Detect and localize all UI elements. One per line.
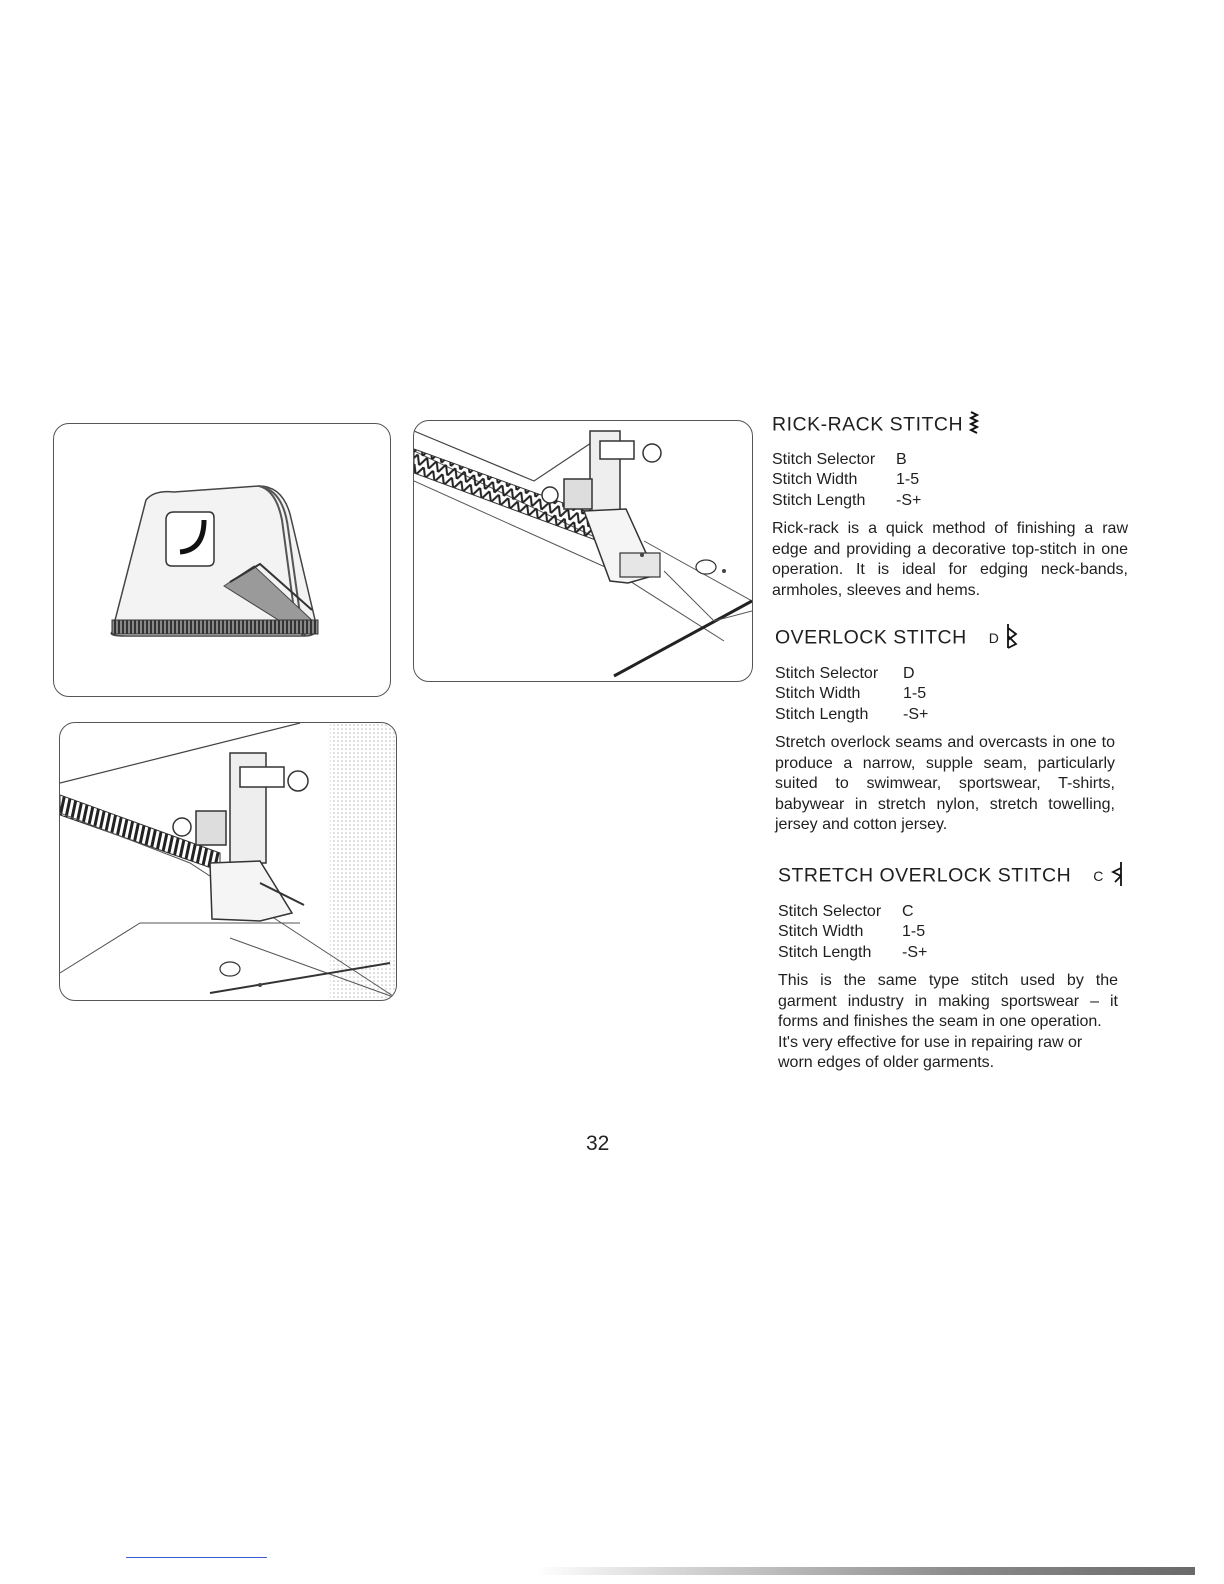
setting-label: Stitch Length — [778, 943, 872, 961]
stitch-settings — [772, 450, 1128, 512]
setting-label: Stitch Length — [772, 491, 866, 509]
rickrack-stitch-symbol-icon — [969, 410, 979, 441]
setting-label: Stitch Width — [778, 923, 864, 940]
section-title — [772, 410, 1128, 441]
overlock-presser-foot-drawing — [60, 723, 396, 1000]
section-description-extra: It's very effective for use in repairing raw or worn edges of older garments. — [778, 1033, 1083, 1071]
setting-label: Stitch Selector — [778, 902, 882, 920]
setting-row — [778, 943, 1118, 964]
section-title-text: OVERLOCK STITCH — [775, 626, 967, 649]
section-description: This is the same type stitch used by the garment industry in making sportswear – it forms and finishes the seam in one operation. — [778, 972, 1118, 1030]
setting-label: Stitch Width — [772, 471, 858, 488]
stitch-code: C — [1093, 868, 1104, 885]
section-title-text: RICK-RACK STITCH — [772, 413, 964, 436]
section-title — [778, 860, 1118, 893]
rickrack-presser-foot-drawing — [414, 421, 752, 681]
setting-value: -S+ — [903, 705, 929, 723]
setting-row — [778, 922, 1118, 943]
setting-row — [772, 450, 1128, 471]
section-title-text: STRETCH OVERLOCK STITCH — [778, 864, 1072, 887]
setting-row — [772, 491, 1128, 512]
setting-label: Stitch Selector — [772, 450, 876, 468]
setting-label: Stitch Selector — [775, 664, 879, 682]
setting-row — [775, 664, 1115, 685]
page-number: 32 — [586, 1132, 610, 1155]
setting-row — [775, 705, 1115, 726]
setting-value: 1-5 — [896, 471, 920, 488]
overlock-stitch-section — [775, 622, 1115, 836]
stretch-overlock-stitch-section — [778, 860, 1118, 1074]
section-title — [775, 622, 1115, 655]
setting-row — [772, 470, 1128, 491]
rickrack-sewing-illustration — [413, 420, 753, 682]
rickrack-stitch-section — [772, 410, 1128, 601]
setting-value: C — [902, 902, 914, 920]
stretch-overlock-stitch-symbol-icon — [1110, 860, 1124, 893]
setting-row — [775, 684, 1115, 705]
section-description: Stretch overlock seams and overcasts in one to produce a narrow, supple seam, particularly suited to swimwear, sportswear, T-shirts, babywear in stretch nylon, stretch towelling, jersey and cotton jersey. — [775, 734, 1115, 833]
setting-value: D — [903, 664, 915, 682]
setting-label: Stitch Length — [775, 705, 869, 723]
setting-value: 1-5 — [902, 923, 926, 940]
setting-value: -S+ — [902, 943, 928, 961]
setting-row — [778, 902, 1118, 923]
overlock-stitch-symbol-icon — [1005, 622, 1019, 655]
stitch-code: D — [988, 630, 1000, 647]
section-description: Rick-rack is a quick method of finishing a raw edge and providing a decorative top-stitch in one operation. It is ideal for edging neck-bands, armholes, sleeves and hems. — [772, 520, 1128, 599]
footer-link-underline — [126, 1557, 267, 1558]
overlock-sewing-illustration — [59, 722, 397, 1001]
folded-fabric-illustration — [53, 423, 391, 697]
folded-fabric-drawing — [54, 424, 390, 696]
stitch-settings — [775, 664, 1115, 726]
setting-label: Stitch Width — [775, 685, 861, 702]
stitch-settings — [778, 902, 1118, 964]
footer-scan-bar — [535, 1567, 1195, 1575]
setting-value: -S+ — [896, 491, 922, 509]
setting-value: 1-5 — [903, 685, 927, 702]
setting-value: B — [896, 450, 907, 468]
